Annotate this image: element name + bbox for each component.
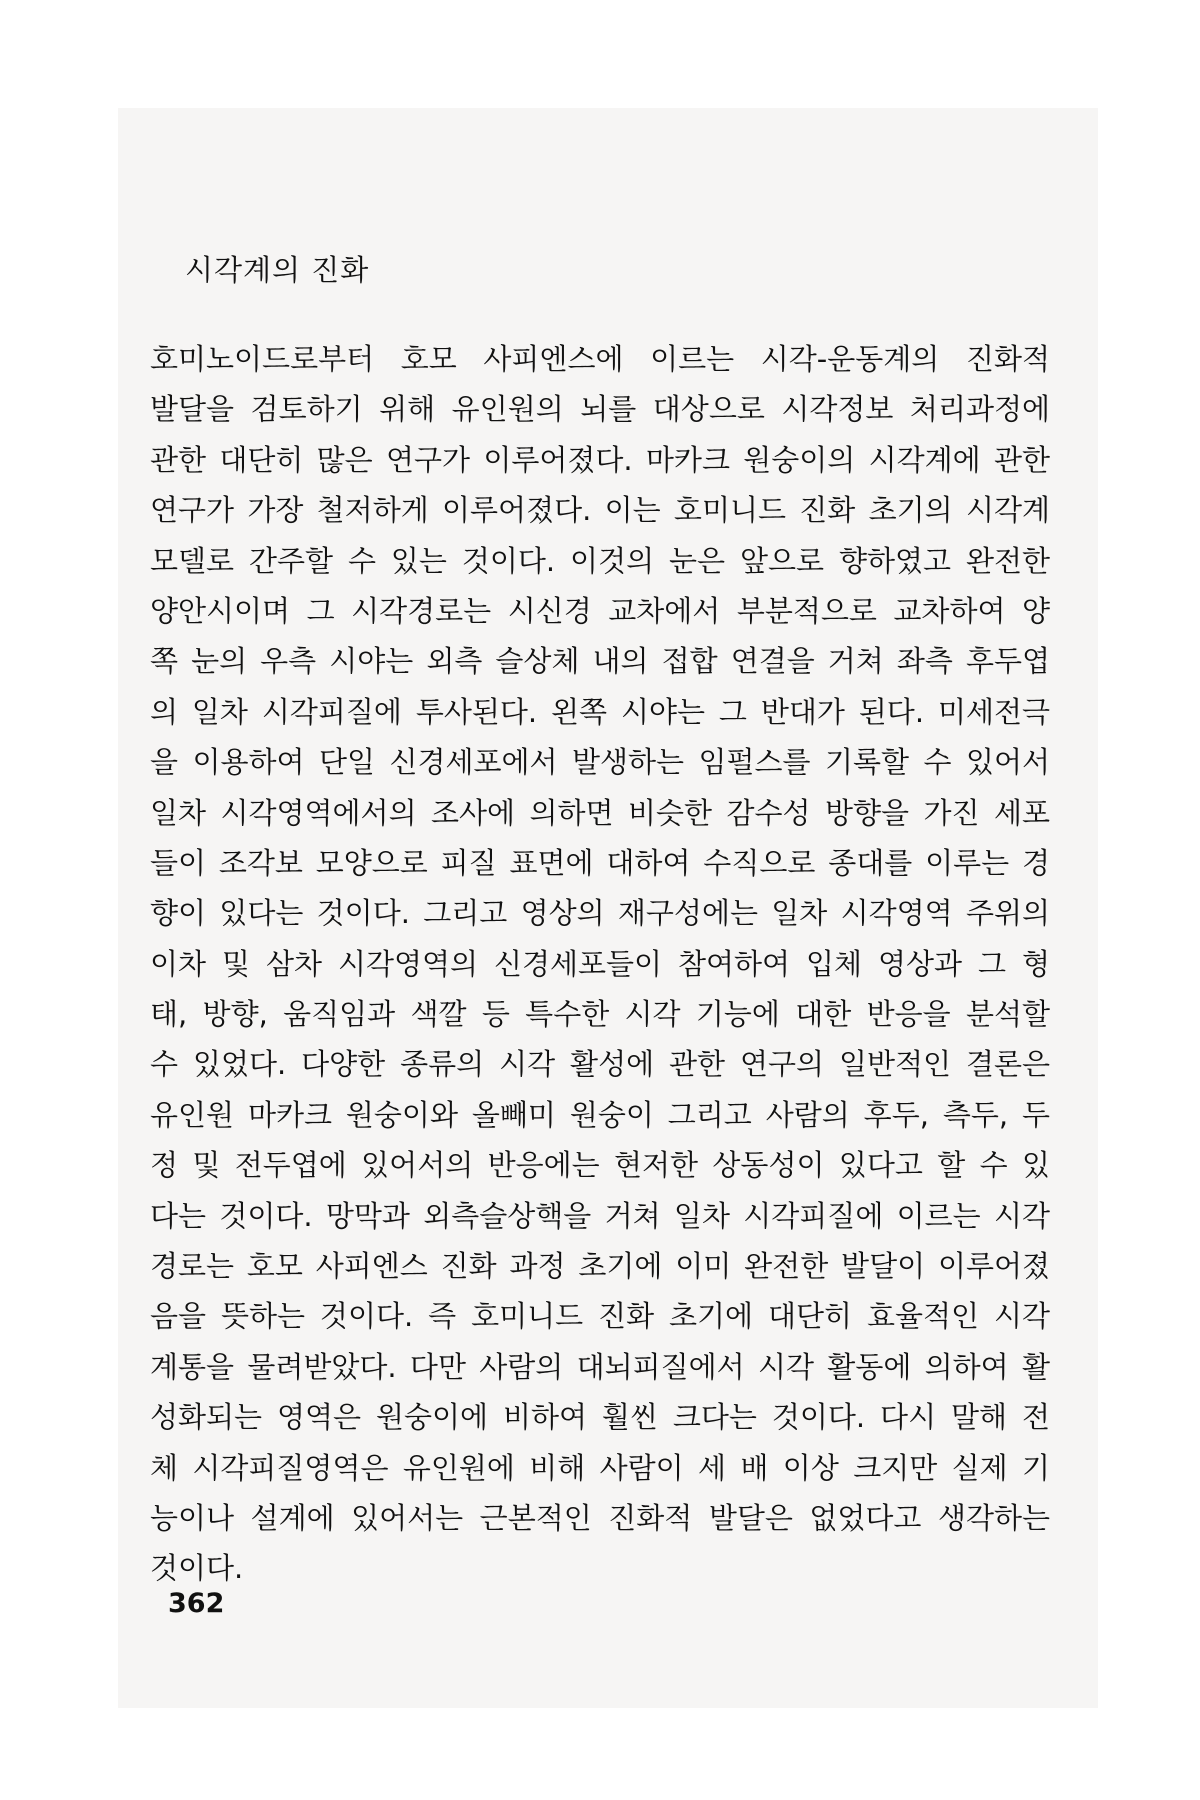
text-line: 관한 대단히 많은 연구가 이루어졌다. 마카크 원숭이의 시각계에 관한: [150, 442, 1050, 477]
page-number: 362: [168, 1588, 225, 1619]
text-line: 향이 있다는 것이다. 그리고 영상의 재구성에는 일차 시각영역 주위의: [150, 896, 1050, 931]
text-line: 발달을 검토하기 위해 유인원의 뇌를 대상으로 시각정보 처리과정에: [150, 392, 1050, 427]
text-line: 의 일차 시각피질에 투사된다. 왼쪽 시야는 그 반대가 된다. 미세전극: [150, 694, 1050, 729]
text-line: 수 있었다. 다양한 종류의 시각 활성에 관한 연구의 일반적인 결론은: [150, 1047, 1050, 1082]
text-line: 모델로 간주할 수 있는 것이다. 이것의 눈은 앞으로 향하였고 완전한: [150, 543, 1050, 578]
text-line: 을 이용하여 단일 신경세포에서 발생하는 임펄스를 기록할 수 있어서: [150, 745, 1050, 780]
text-line: 유인원 마카크 원숭이와 올빼미 원숭이 그리고 사람의 후두, 측두, 두: [150, 1097, 1050, 1132]
text-line: 경로는 호모 사피엔스 진화 과정 초기에 이미 완전한 발달이 이루어졌: [150, 1249, 1050, 1284]
text-line: 능이나 설계에 있어서는 근본적인 진화적 발달은 없었다고 생각하는: [150, 1500, 1050, 1535]
text-line: 태, 방향, 움직임과 색깔 등 특수한 시각 기능에 대한 반응을 분석할: [150, 997, 1050, 1032]
text-line: 이차 및 삼차 시각영역의 신경세포들이 참여하여 입체 영상과 그 형: [150, 946, 1050, 981]
text-line: 일차 시각영역에서의 조사에 의하면 비슷한 감수성 방향을 가진 세포: [150, 795, 1050, 830]
text-line: 다는 것이다. 망막과 외측슬상핵을 거쳐 일차 시각피질에 이르는 시각: [150, 1198, 1050, 1233]
text-line: 양안시이며 그 시각경로는 시신경 교차에서 부분적으로 교차하여 양: [150, 593, 1050, 628]
text-line: 계통을 물려받았다. 다만 사람의 대뇌피질에서 시각 활동에 의하여 활: [150, 1349, 1050, 1384]
text-line: 연구가 가장 철저하게 이루어졌다. 이는 호미니드 진화 초기의 시각계: [150, 493, 1050, 528]
text-line: 정 및 전두엽에 있어서의 반응에는 현저한 상동성이 있다고 할 수 있: [150, 1148, 1050, 1183]
text-line: 성화되는 영역은 원숭이에 비하여 훨씬 크다는 것이다. 다시 말해 전: [150, 1400, 1050, 1435]
text-line: 들이 조각보 모양으로 피질 표면에 대하여 수직으로 종대를 이루는 경: [150, 845, 1050, 880]
section-title: 시각계의 진화: [185, 253, 370, 287]
text-line: 음을 뜻하는 것이다. 즉 호미니드 진화 초기에 대단히 효율적인 시각: [150, 1299, 1050, 1334]
text-line: 쪽 눈의 우측 시야는 외측 슬상체 내의 접합 연결을 거쳐 좌측 후두엽: [150, 644, 1050, 679]
text-line: 호미노이드로부터 호모 사피엔스에 이르는 시각-운동계의 진화적: [150, 342, 1050, 376]
body-paragraph: [150, 334, 1050, 1594]
text-line: 것이다.: [150, 1551, 244, 1586]
text-line: 체 시각피질영역은 유인원에 비해 사람이 세 배 이상 크지만 실제 기: [150, 1450, 1050, 1485]
